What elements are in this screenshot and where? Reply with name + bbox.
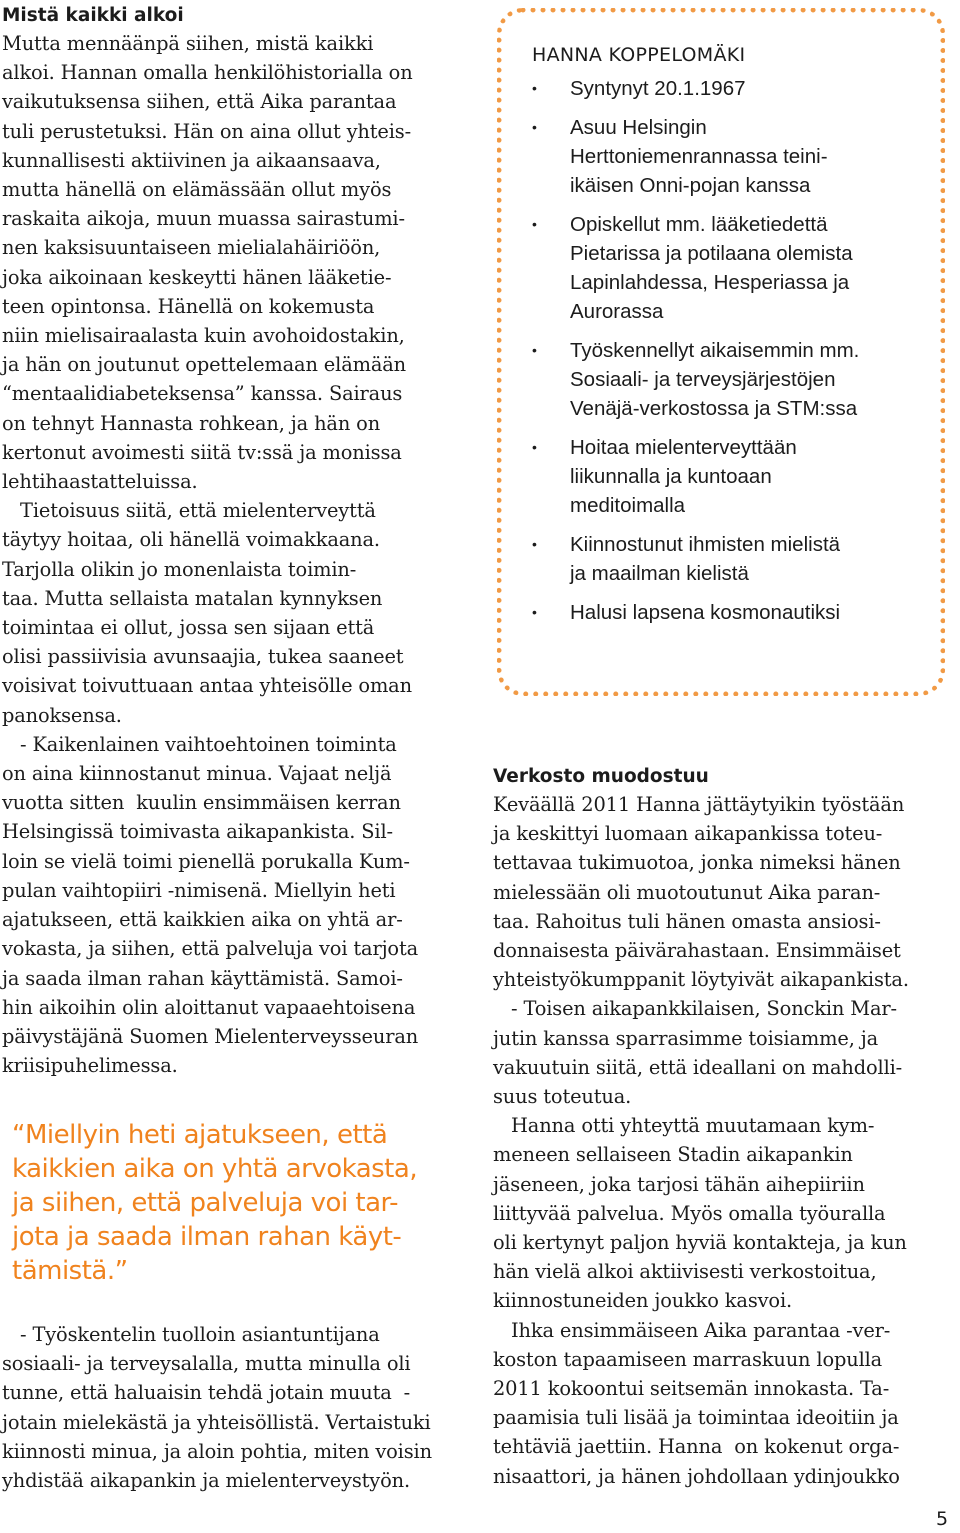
section-heading: Verkosto muodostuu [493,766,709,787]
text-line: nisaattori, ja hänen johdollaan ydinjoukko [493,1464,900,1488]
bullet-icon: • [532,536,537,552]
fact-line: liikunnalla ja kuntoaan [570,465,772,488]
text-line: tettavaa tukimuotoa, jonka nimeksi hänen [493,851,901,875]
text-line: jäseneen, joka tarjosi tähän aihepiiriin [493,1172,865,1196]
text-line: kiinnosti minua, ja aloin pohtia, miten voisin [2,1439,432,1463]
fact-item [532,433,942,520]
text-line: kriisipuhelimessa. [2,1054,178,1078]
section-heading: Mistä kaikki alkoi [2,5,184,26]
text-line: “mentaalidiabeteksensa” kanssa. Sairaus [2,382,403,406]
text-line: ja saada ilman rahan käyttämistä. Samoi- [2,966,403,990]
text-line: jutin kanssa sparrasimme toisiamme, ja [493,1026,878,1050]
fact-item [532,210,942,326]
text-line: Ihka ensimmäiseen Aika parantaa -ver- [493,1318,891,1342]
text-line: Keväällä 2011 Hanna jättäytyikin työstään [493,793,905,816]
text-line: täytyy hoitaa, oli hänellä voimakkaana. [2,528,380,552]
text-line: panoksensa. [2,703,122,727]
text-line: teen opintonsa. Hänellä on kokemusta [2,294,375,318]
text-line: Hanna otti yhteyttä muutamaan kym- [493,1114,875,1138]
text-line: yhdistää aikapankin ja mielenterveystyön. [2,1469,410,1493]
fact-line: Työskennellyt aikaisemmin mm. [570,339,860,362]
text-line: 2011 kokoontui seitsemän innokasta. Ta- [493,1377,890,1401]
text-line: suus toteutua. [493,1085,632,1109]
body-text [2,29,472,1080]
fact-line: Asuu Helsingin [570,116,707,139]
text-line: tunne, että haluaisin tehdä jotain muuta - [2,1381,411,1405]
text-line: joka aikoinaan keskeytti hänen lääketie- [2,265,392,289]
text-line: taa. Mutta sellaista matalan kynnyksen [2,586,383,610]
left-column [2,3,472,1080]
text-line: hän vielä alkoi aktiivisesti verkostoitua, [493,1260,877,1284]
text-line: Mutta mennäänpä siihen, mistä kaikki [2,32,374,55]
page-number: 5 [936,1508,949,1530]
text-line: loin se vielä toimi pienellä porukalla Kum- [2,849,410,873]
text-line: kertonut avoimesti siitä tv:ssä ja monissa [2,440,402,464]
bullet-icon: • [532,80,537,96]
pull-quote [12,1118,472,1288]
fact-line: Hoitaa mielenterveyttään [570,436,797,459]
text-line: mielessään oli muotoutunut Aika paran- [493,880,881,904]
text-line: ajatukseen, että kaikkien aika on yhtä ar- [2,908,403,932]
text-line: lehtihaastatteluissa. [2,470,198,494]
text-line: kunnallisesti aktiivinen ja aikaansaava, [2,148,381,172]
fact-list [532,74,942,627]
text-line: yhteistyökumppanit löytyivät aikapankista. [493,968,909,992]
text-line: mutta hänellä on elämässään ollut myös [2,178,392,202]
fact-item [532,530,942,588]
quote-line: tämistä.” [12,1256,128,1286]
text-line: vakuutuin siitä, että ideallani on mahdolli- [493,1055,903,1079]
fact-line: Pietarissa ja potilaana olemista [570,242,853,265]
text-line: oli kertynyt paljon hyviä kontakteja, ja kun [493,1231,907,1255]
right-column [493,764,958,1491]
fact-item [532,74,942,103]
bullet-icon: • [532,342,537,358]
fact-line: Lapinlahdessa, Hesperiassa ja [570,271,850,294]
text-line: koston tapaamiseen marraskuun lopulla [493,1347,883,1371]
text-line: kiinnostuneiden joukko kasvoi. [493,1289,793,1313]
text-line: raskaita aikoja, muun muassa sairastumi- [2,207,405,231]
fact-item [532,113,942,200]
text-line: ja hän on joutunut opettelemaan elämään [2,353,406,377]
text-line: vokasta, ja siihen, että palveluja voi tarjota [2,937,419,961]
text-line: voisivat toivuttuaan antaa yhteisölle oman [2,674,412,698]
text-line: meneen sellaiseen Stadin aikapankin [493,1143,853,1167]
text-line: - Toisen aikapankkilaisen, Sonckin Mar- [493,997,897,1021]
fact-line: Kiinnostunut ihmisten mielistä [570,533,841,556]
fact-item [532,598,942,627]
text-line: tehtäviä jaettiin. Hanna on kokenut orga- [493,1435,900,1459]
text-line: ja keskittyi luomaan aikapankissa toteu- [493,822,883,846]
text-line: liittyvää palvelua. Myös omalla työuralla [493,1201,886,1225]
quote-line: ja siihen, että palveluja voi tar- [12,1188,398,1218]
text-line: hin aikoihin olin aloittanut vapaaehtoisena [2,995,416,1019]
fact-line: Herttoniemenrannassa teini- [570,145,828,168]
text-line: on aina kiinnostanut minua. Vajaat neljä [2,762,392,786]
fact-line: meditoimalla [570,494,686,517]
text-line: - Kaikenlainen vaihtoehtoinen toiminta [2,732,397,756]
fact-line: Sosiaali- ja terveysjärjestöjen [570,368,836,391]
text-line: Tietoisuus siitä, että mielenterveyttä [2,499,376,523]
quote-line: “Miellyin heti ajatukseen, että [12,1120,388,1150]
text-line: vuotta sitten kuulin ensimmäisen kerran [2,791,401,815]
text-line: päivystäjänä Suomen Mielenterveysseuran [2,1024,419,1048]
fact-line: Halusi lapsena kosmonautiksi [570,601,841,624]
fact-item [532,336,942,423]
text-line: sosiaali- ja terveysalalla, mutta minulla oli [2,1352,411,1376]
text-line: donnaisesta päivärahastaan. Ensimmäiset [493,939,901,963]
text-line: toimintaa ei ollut, jossa sen sijaan että [2,616,375,640]
fact-line: Aurorassa [570,300,664,323]
body-text [493,790,958,1491]
text-line: paamisia tuli lisää ja toimintaa ideoitiin ja [493,1406,899,1430]
text-line: pulan vaihtopiiri -nimisenä. Miellyin heti [2,878,396,902]
profile-box [532,40,942,637]
text-line: taa. Rahoitus tuli hänen omasta ansiosi- [493,909,881,933]
body-text-continued [2,1320,472,1495]
text-line: Tarjolla olikin jo monenlaista toimin- [2,557,357,581]
bullet-icon: • [532,439,537,455]
quote-line: jota ja saada ilman rahan käyt- [12,1222,402,1252]
profile-name: HANNA KOPPELOMÄKI [532,44,746,66]
text-line: niin mielisairaalasta kuin avohoidostakin, [2,324,405,348]
bullet-icon: • [532,119,537,135]
text-line: tuli perustetuksi. Hän on aina ollut yhteis- [2,119,411,143]
fact-line: Opiskellut mm. lääketiedettä [570,213,828,236]
text-line: vaikutuksensa siihen, että Aika parantaa [2,90,397,114]
text-line: alkoi. Hannan omalla henkilöhistorialla on [2,61,413,85]
text-line: - Työskentelin tuolloin asiantuntijana [2,1323,380,1346]
bullet-icon: • [532,604,537,620]
text-line: jotain mielekästä ja yhteisöllistä. Vertaistuki [2,1410,431,1434]
fact-line: ja maailman kielistä [570,562,749,585]
fact-line: ikäisen Onni-pojan kanssa [570,174,811,197]
text-line: on tehnyt Hannasta rohkean, ja hän on [2,411,381,435]
fact-line: Venäjä-verkostossa ja STM:ssa [570,397,858,420]
text-line: Helsingissä toimivasta aikapankista. Sil- [2,820,393,844]
text-line: olisi passiivisia avunsaajia, tukea saaneet [2,645,404,669]
quote-line: kaikkien aika on yhtä arvokasta, [12,1154,418,1184]
bullet-icon: • [532,216,537,232]
fact-line: Syntynyt 20.1.1967 [570,77,746,100]
text-line: nen kaksisuuntaiseen mielialahäiriöön, [2,236,381,260]
